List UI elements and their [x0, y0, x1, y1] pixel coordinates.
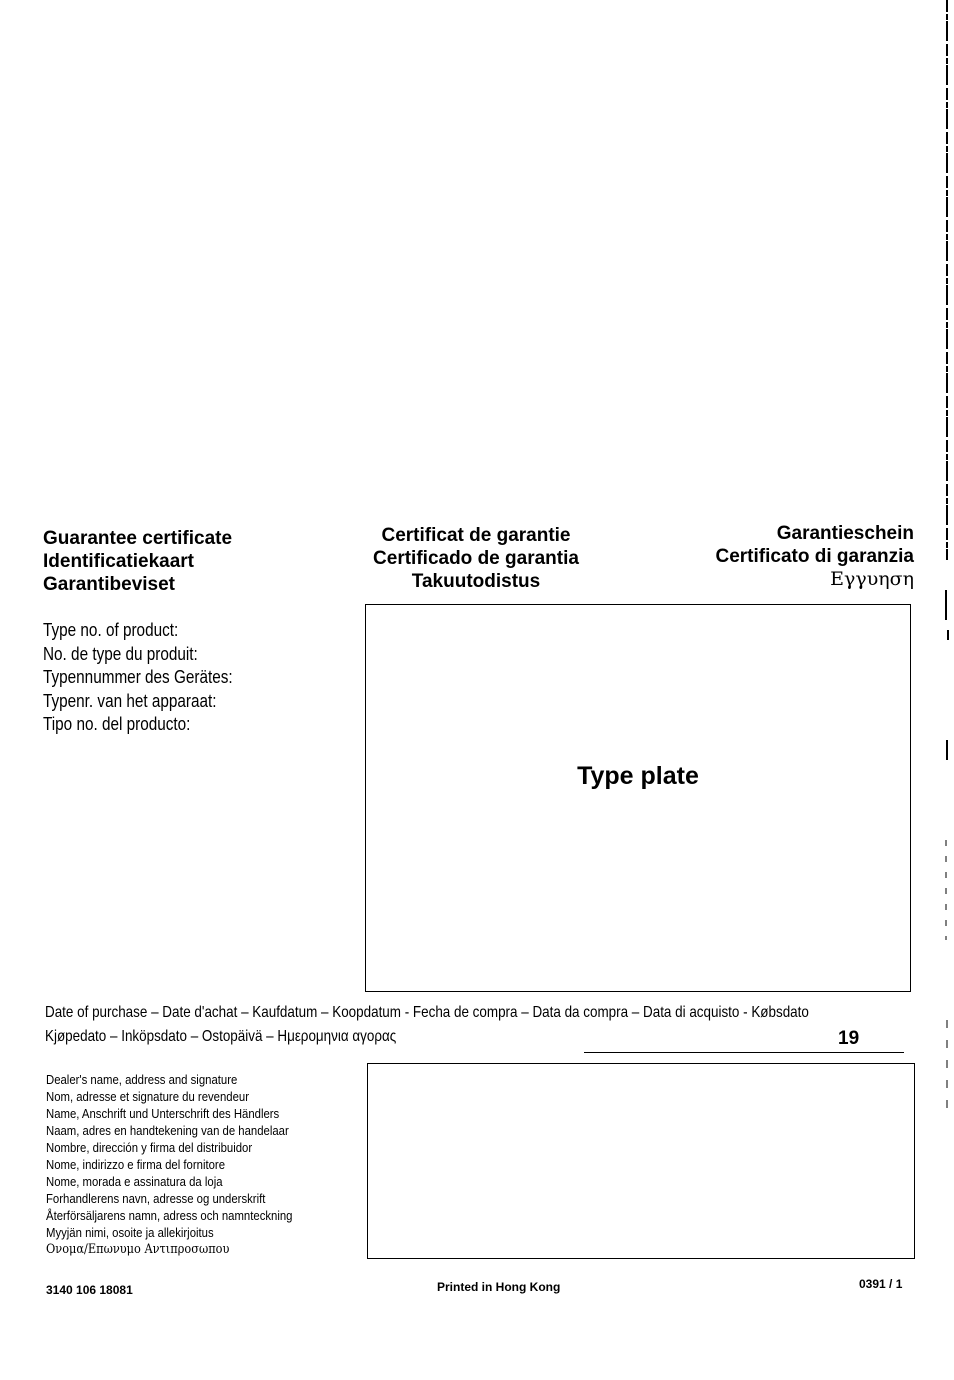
dealer-label-it: Nome, indirizzo e firma del fornitore — [46, 1157, 226, 1172]
date-of-purchase-labels — [45, 1001, 809, 1049]
footer-version: 0391 / 1 — [859, 1277, 903, 1291]
footer-printed-in: Printed in Hong Kong — [437, 1280, 561, 1294]
heading-group-right — [716, 522, 915, 591]
type-label-es: Tipo no. del producto: — [43, 714, 191, 734]
heading-identificatiekaart: Identificatiekaart — [43, 551, 194, 572]
year-prefix: 19 — [838, 1028, 860, 1049]
dealer-label-pt: Nome, morada e assinatura da loja — [46, 1174, 223, 1189]
type-plate-label: Type plate — [577, 762, 699, 790]
dealer-signature-box[interactable] — [367, 1063, 915, 1259]
heading-takuutodistus: Takuutodistus — [411, 571, 541, 592]
dealer-label-en: Dealer's name, address and signature — [46, 1072, 238, 1087]
dealer-label-es: Nombre, dirección y firma del distribuidor — [46, 1140, 253, 1155]
date-label-line-2: Kjøpedato – Inköpsdato – Ostopäivä – Ημερομηνια αγορας — [45, 1028, 397, 1045]
dealer-label-fr: Nom, adresse et signature du revendeur — [46, 1089, 250, 1104]
type-label-nl: Typenr. van het apparaat: — [43, 690, 217, 711]
heading-group-middle — [340, 524, 612, 593]
heading-greek-guarantee: Εγγυηση — [830, 568, 914, 590]
scan-edge-artifact — [940, 0, 954, 1380]
dealer-labels — [46, 1071, 292, 1258]
heading-certificato-di-garanzia: Certificato di garanzia — [715, 546, 914, 567]
type-label-de: Typennummer des Gerätes: — [43, 667, 233, 687]
dealer-label-sv: Återförsäljarens namn, adress och namnteckning — [46, 1208, 293, 1223]
dealer-label-de: Name, Anschrift und Unterschrift des Händlers — [46, 1106, 280, 1121]
type-label-en: Type no. of product: — [43, 620, 179, 640]
heading-certificat-de-garantie: Certificat de garantie — [381, 525, 571, 546]
heading-group-left — [43, 527, 232, 596]
heading-garantieschein: Garantieschein — [776, 523, 914, 544]
heading-guarantee-certificate: Guarantee certificate — [43, 528, 233, 549]
heading-garantibeviset: Garantibeviset — [43, 574, 175, 595]
dealer-label-nl: Naam, adres en handtekening van de handelaar — [46, 1123, 289, 1138]
date-label-line-1: Date of purchase – Date d'achat – Kaufdatum – Koopdatum - Fecha de compra – Data da compra – Data di acquisto - Købsdato — [45, 1004, 809, 1021]
type-number-labels — [43, 619, 233, 737]
type-plate-box — [365, 604, 911, 992]
dealer-label-el: Ονομα/Επωνυμο Αντιπροσωπου — [46, 1242, 230, 1257]
type-label-fr: No. de type du produit: — [43, 643, 198, 664]
dealer-label-fi: Myyjän nimi, osoite ja allekirjoitus — [46, 1225, 214, 1240]
footer-code: 3140 106 18081 — [46, 1283, 133, 1297]
dealer-label-no: Forhandlerens navn, adresse og underskrift — [46, 1191, 266, 1206]
date-entry-line[interactable] — [584, 1052, 904, 1053]
heading-certificado-de-garantia: Certificado de garantia — [373, 548, 579, 569]
